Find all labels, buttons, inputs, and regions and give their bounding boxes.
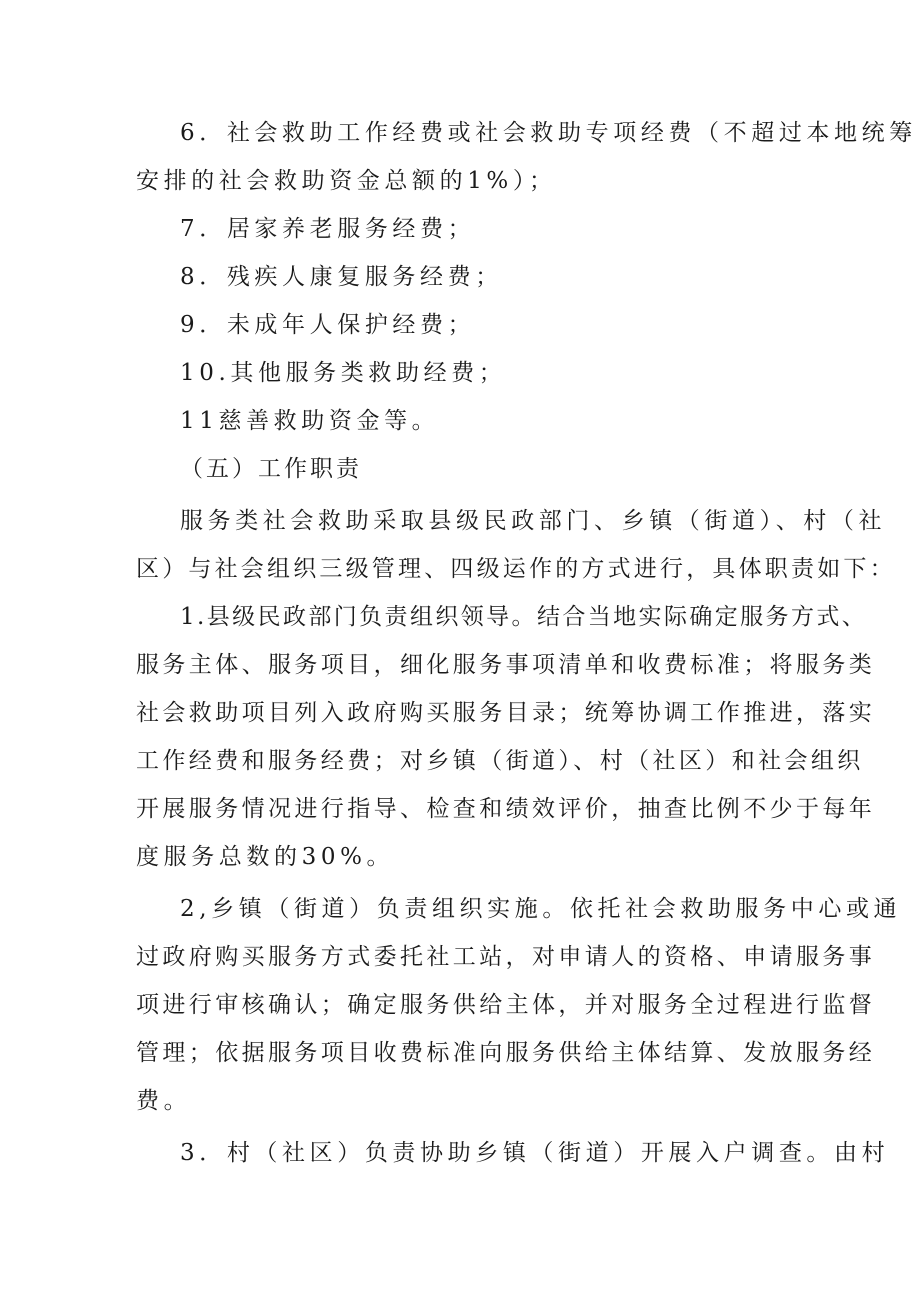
list-item-11: 11慈善救助资金等。 <box>180 408 440 434</box>
paragraph-line: 管理；依据服务项目收费标准向服务供给主体结算、发放服务经 <box>136 1040 876 1066</box>
paragraph-line: 3．村（社区）负责协助乡镇（街道）开展入户调查。由村 <box>180 1140 890 1166</box>
list-item-6-line-1: 6．社会救助工作经费或社会救助专项经费（不超过本地统筹 <box>180 120 917 146</box>
list-item-6-line-2: 安排的社会救助资金总额的1%）； <box>136 168 557 194</box>
section-heading: （五）工作职责 <box>180 456 362 482</box>
paragraph-line: 社会救助项目列入政府购买服务目录；统筹协调工作推进，落实 <box>136 700 876 726</box>
list-item-9: 9．未成年人保护经费； <box>180 312 476 338</box>
paragraph-line: 1.县级民政部门负责组织领导。结合当地实际确定服务方式、 <box>180 604 868 630</box>
paragraph-line: 度服务总数的30%。 <box>136 844 395 870</box>
paragraph-line: 项进行审核确认；确定服务供给主体，并对服务全过程进行监督 <box>136 992 876 1018</box>
paragraph-line: 费。 <box>136 1088 192 1114</box>
paragraph-line: 服务类社会救助采取县级民政部门、乡镇（街道）、村（社 <box>180 508 887 534</box>
list-item-8: 8．残疾人康复服务经费； <box>180 264 503 290</box>
list-item-10: 10.其他服务类救助经费； <box>180 360 507 386</box>
paragraph-line: 工作经费和服务经费；对乡镇（街道）、村（社区）和社会组织 <box>136 748 864 774</box>
paragraph-line: 区）与社会组织三级管理、四级运作的方式进行，具体职责如下： <box>136 556 896 582</box>
paragraph-line: 开展服务情况进行指导、检查和绩效评价，抽查比例不少于每年 <box>136 796 876 822</box>
paragraph-line: 2,乡镇（街道）负责组织实施。依托社会救助服务中心或通 <box>180 896 902 922</box>
list-item-7: 7．居家养老服务经费； <box>180 216 476 242</box>
paragraph-line: 过政府购买服务方式委托社工站，对申请人的资格、申请服务事 <box>136 944 876 970</box>
paragraph-line: 服务主体、服务项目，细化服务事项清单和收费标准；将服务类 <box>136 652 876 678</box>
